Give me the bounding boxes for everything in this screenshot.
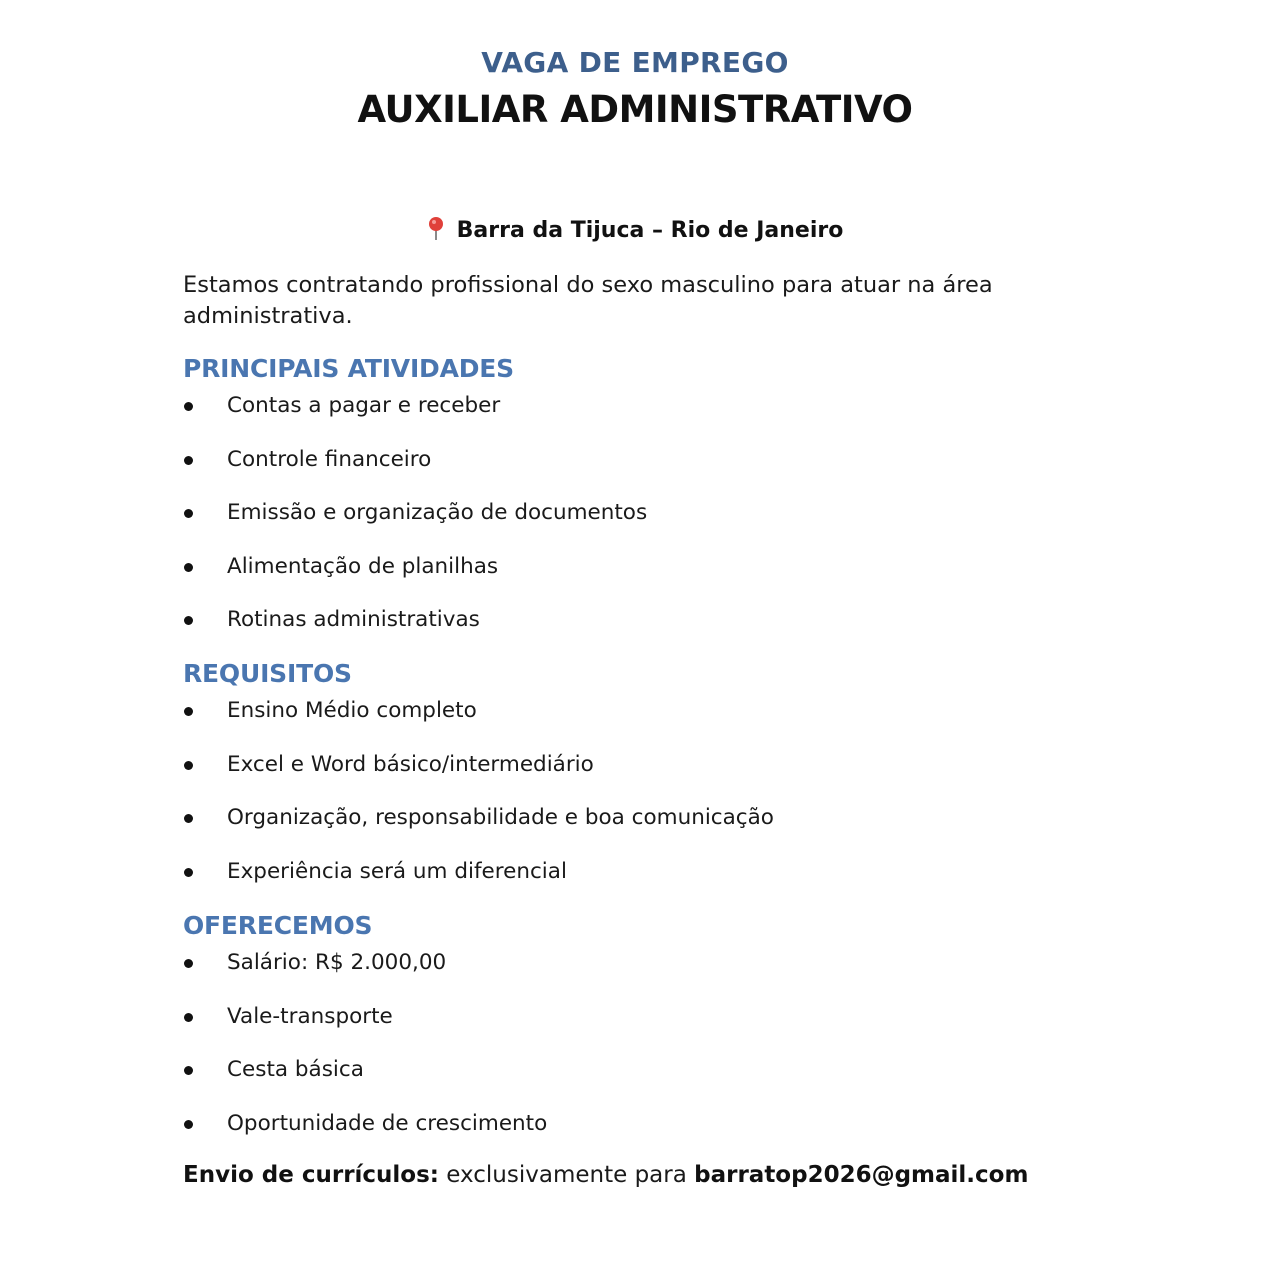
requirements-list xyxy=(183,698,774,912)
activities-list xyxy=(183,393,647,661)
list-item: Rotinas administrativas xyxy=(183,607,647,661)
bullet-icon xyxy=(184,761,193,770)
intro-paragraph: Estamos contratando profissional do sexo masculino para atuar na área administrativa. xyxy=(183,272,993,329)
bullet-icon xyxy=(184,1120,193,1129)
map-pin-icon xyxy=(427,215,445,241)
bullet-icon xyxy=(184,707,193,716)
section-title-requirements: REQUISITOS xyxy=(183,659,352,688)
list-item: Ensino Médio completo xyxy=(183,698,774,752)
list-item: Controle financeiro xyxy=(183,447,647,501)
list-item: Contas a pagar e receber xyxy=(183,393,647,447)
contact-email[interactable]: barratop2026@gmail.com xyxy=(694,1162,1029,1188)
location-line xyxy=(0,215,1270,243)
bullet-icon xyxy=(184,616,193,625)
bullet-icon xyxy=(184,509,193,518)
location-text: Barra da Tijuca – Rio de Janeiro xyxy=(456,218,844,243)
bullet-icon xyxy=(184,959,193,968)
bullet-icon xyxy=(184,1066,193,1075)
benefits-list xyxy=(183,950,547,1164)
bullet-icon xyxy=(184,456,193,465)
list-item: Experiência será um diferencial xyxy=(183,859,774,913)
contact-text: exclusivamente para xyxy=(439,1162,695,1188)
list-item: Emissão e organização de documentos xyxy=(183,500,647,554)
list-item: Excel e Word básico/intermediário xyxy=(183,752,774,806)
list-item: Cesta básica xyxy=(183,1057,547,1111)
contact-line xyxy=(183,1162,1028,1188)
bullet-icon xyxy=(184,402,193,411)
bullet-icon xyxy=(184,563,193,572)
page-title: AUXILIAR ADMINISTRATIVO xyxy=(357,88,913,131)
section-title-activities: PRINCIPAIS ATIVIDADES xyxy=(183,354,514,383)
list-item: Alimentação de planilhas xyxy=(183,554,647,608)
list-item: Organização, responsabilidade e boa comunicação xyxy=(183,805,774,859)
contact-label: Envio de currículos: xyxy=(183,1162,439,1188)
eyebrow-heading: VAGA DE EMPREGO xyxy=(481,46,789,79)
bullet-icon xyxy=(184,814,193,823)
list-item: Oportunidade de crescimento xyxy=(183,1111,547,1165)
list-item: Vale-transporte xyxy=(183,1004,547,1058)
bullet-icon xyxy=(184,868,193,877)
section-title-benefits: OFERECEMOS xyxy=(183,911,373,940)
bullet-icon xyxy=(184,1013,193,1022)
list-item: Salário: R$ 2.000,00 xyxy=(183,950,547,1004)
